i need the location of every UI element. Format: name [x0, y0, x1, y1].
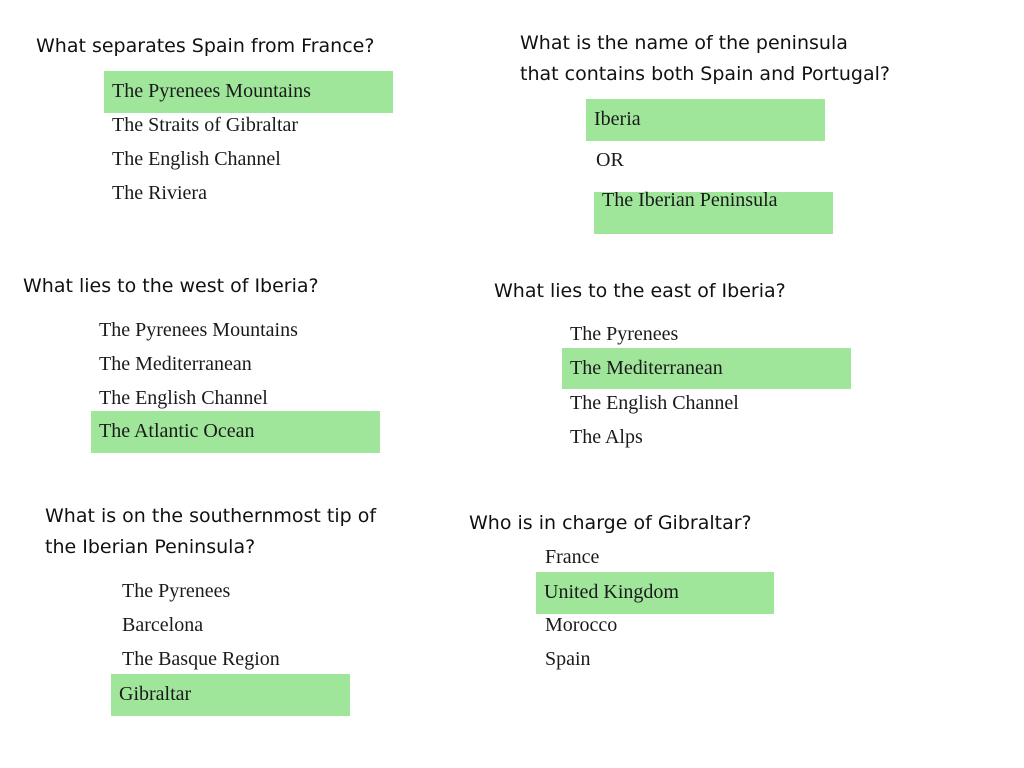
answer-text: Iberia: [594, 108, 641, 130]
answer-text: The Atlantic Ocean: [99, 420, 255, 442]
answer-correct-highlight: [111, 674, 350, 716]
answer-option: Morocco: [545, 614, 618, 636]
answer-option: The Riviera: [112, 182, 207, 204]
answer-option: The Basque Region: [122, 648, 280, 670]
answer-option: Barcelona: [122, 614, 204, 636]
answer-option: The Pyrenees: [122, 580, 231, 602]
answer-option: The English Channel: [570, 392, 739, 414]
question-southern-tip: What is on the southernmost tip of the Iberian Peninsula?: [45, 505, 377, 558]
question-west-of-iberia: What lies to the west of Iberia?: [23, 275, 319, 297]
answer-correct-highlight: [594, 189, 833, 234]
answer-option: The Alps: [570, 426, 643, 448]
answer-correct-highlight: [562, 348, 851, 389]
answer-correct-highlight: [586, 99, 825, 141]
answer-correct-highlight: [91, 411, 380, 453]
question-spain-france-separator: What separates Spain from France?: [36, 35, 375, 57]
answer-option: The Pyrenees: [570, 323, 679, 345]
answer-option: The English Channel: [112, 148, 281, 170]
answer-option: Spain: [545, 648, 591, 670]
answer-text: United Kingdom: [544, 581, 679, 603]
answer-separator-or: OR: [596, 149, 624, 171]
answer-option: The Pyrenees Mountains: [99, 319, 298, 341]
answer-text: The Mediterranean: [570, 357, 723, 379]
question-east-of-iberia: What lies to the east of Iberia?: [494, 280, 786, 302]
question-gibraltar-charge: Who is in charge of Gibraltar?: [469, 512, 752, 534]
question-peninsula-name: What is the name of the peninsula that contains both Spain and Portugal?: [520, 32, 890, 85]
answer-option: France: [545, 546, 600, 568]
answer-text: The Iberian Peninsula: [602, 189, 778, 211]
answer-option: The Straits of Gibraltar: [112, 114, 299, 136]
answer-option: The Mediterranean: [99, 353, 252, 375]
answer-text: Gibraltar: [119, 683, 192, 705]
answer-correct-highlight: [104, 71, 393, 113]
answer-option: The English Channel: [99, 387, 268, 409]
answer-text: The Pyrenees Mountains: [112, 80, 311, 102]
